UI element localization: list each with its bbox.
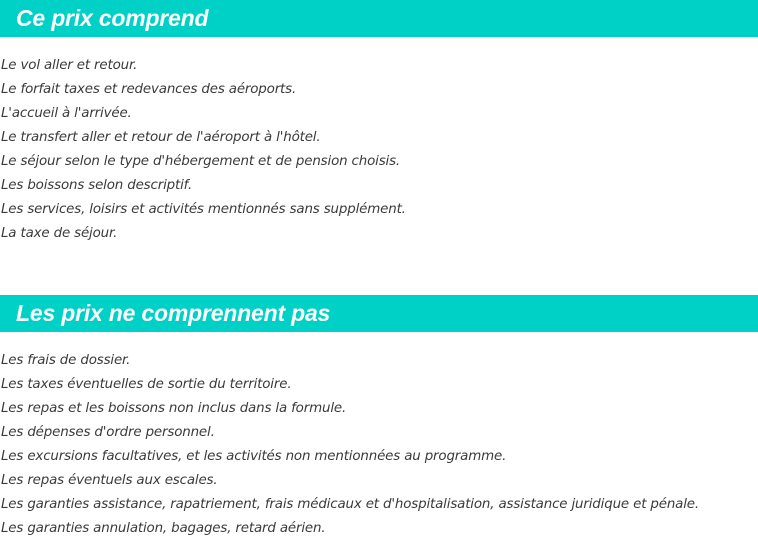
list-item: Les repas et les boissons non inclus dans la formule. — [1, 401, 347, 416]
included-header-banner — [0, 0, 758, 37]
list-item: Les frais de dossier. — [1, 353, 131, 368]
excluded-section — [0, 295, 758, 541]
list-item: Les garanties assistance, rapatriement, frais médicaux et d'hospitalisation, assistance juridique et pénale. — [1, 497, 699, 512]
list-item: La taxe de séjour. — [1, 226, 118, 241]
list-item: Les excursions facultatives, et les activités non mentionnées au programme. — [1, 449, 507, 464]
list-item: L'accueil à l'arrivée. — [1, 106, 132, 121]
included-section — [0, 0, 758, 246]
list-item: Les services, loisirs et activités mentionnés sans supplément. — [1, 202, 406, 217]
included-title: Ce prix comprend — [16, 5, 209, 31]
list-item: Les garanties annulation, bagages, retard aérien. — [1, 521, 326, 536]
included-list — [0, 37, 758, 246]
list-item: Le vol aller et retour. — [1, 58, 138, 73]
excluded-list — [0, 332, 758, 541]
excluded-header-banner — [0, 295, 758, 332]
list-item: Les taxes éventuelles de sortie du territoire. — [1, 377, 292, 392]
list-item: Le séjour selon le type d'hébergement et de pension choisis. — [1, 154, 401, 169]
list-item: Le forfait taxes et redevances des aéroports. — [1, 82, 297, 97]
list-item: Le transfert aller et retour de l'aéroport à l'hôtel. — [1, 130, 321, 145]
list-item: Les boissons selon descriptif. — [1, 178, 193, 193]
list-item: Les dépenses d'ordre personnel. — [1, 425, 215, 440]
excluded-title: Les prix ne comprennent pas — [16, 300, 331, 326]
list-item: Les repas éventuels aux escales. — [1, 473, 218, 488]
